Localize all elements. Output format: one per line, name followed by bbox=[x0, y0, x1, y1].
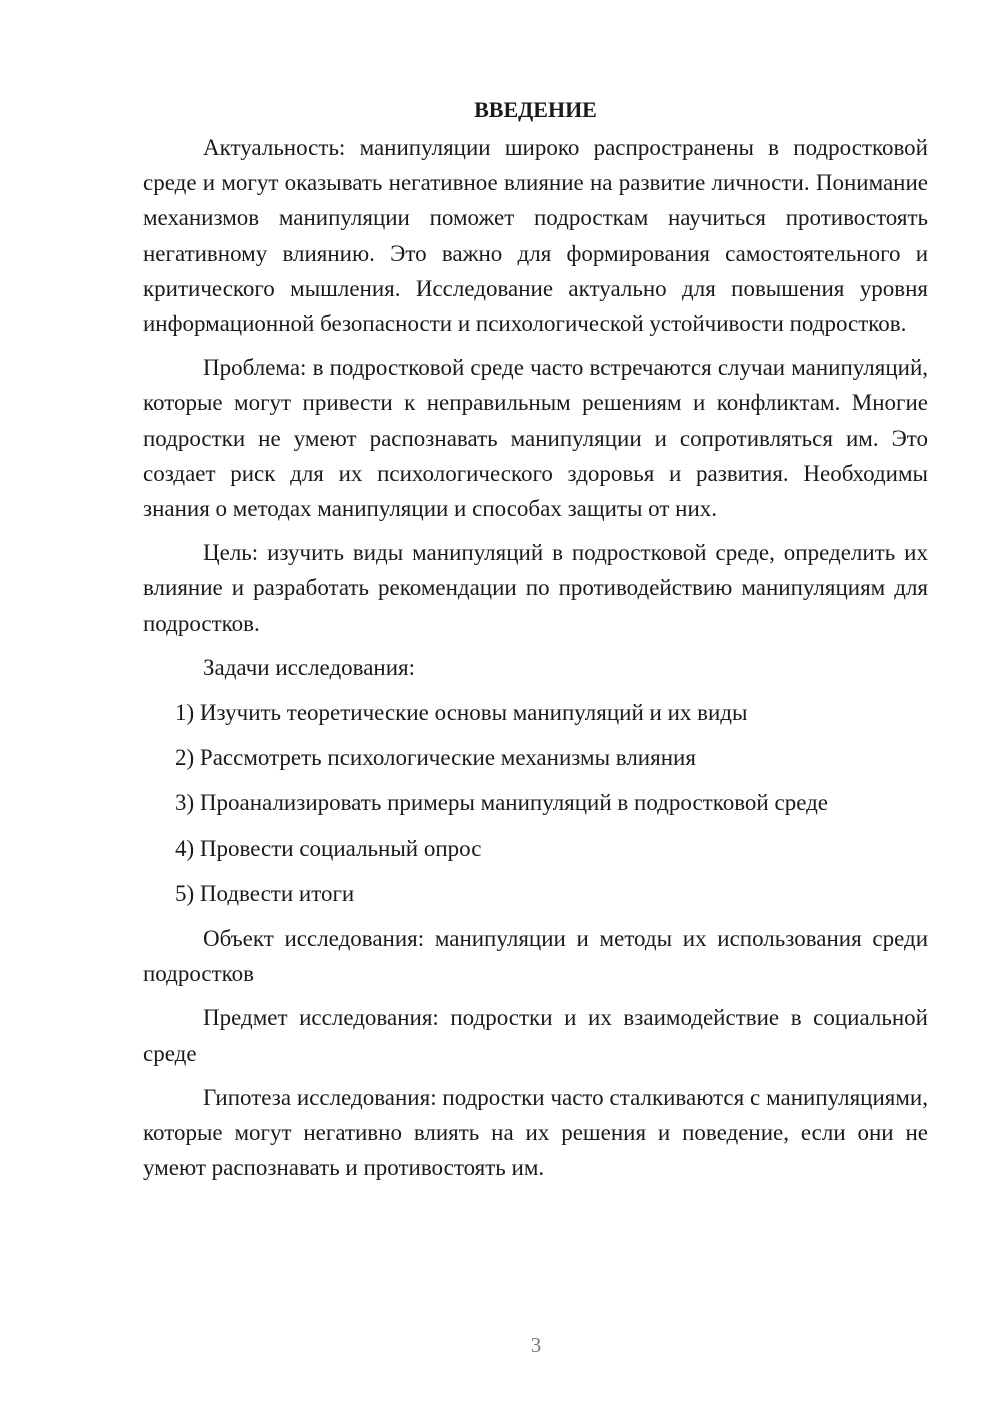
research-object-paragraph: Объект исследования: манипуляции и методы их использования среди подростков bbox=[143, 926, 928, 987]
research-hypothesis-paragraph: Гипотеза исследования: подростки часто сталкиваются с манипуляциями, которые могут негативно влиять на их решения и поведение, если они не умеют распознавать и противостоять им. bbox=[143, 1084, 928, 1181]
page-title: ВВЕДЕНИЕ bbox=[474, 97, 597, 122]
research-subject-paragraph: Предмет исследования: подростки и их взаимодействие в социальной среде bbox=[143, 1005, 928, 1066]
tasks-heading: Задачи исследования: bbox=[203, 654, 416, 680]
problem-paragraph: Проблема: в подростковой среде часто встречаются случаи манипуляций, которые могут привести к неправильным решениям и конфликтам. Многие подростки не умеют распознавать манипуляции и сопротивляться им. Это создает риск для их психологического здоровья и развития. Необходимы знания о методах манипуляции и способах защиты от них. bbox=[143, 355, 928, 522]
task-item: 1) Изучить теоретические основы манипуляций и их виды bbox=[175, 700, 748, 726]
task-item: 3) Проанализировать примеры манипуляций в подростковой среде bbox=[175, 790, 829, 816]
task-item: 4) Провести социальный опрос bbox=[175, 835, 482, 861]
tasks-list bbox=[143, 695, 928, 911]
page-content bbox=[143, 92, 928, 1194]
task-item: 5) Подвести итоги bbox=[175, 880, 355, 906]
page-number: 3 bbox=[530, 1333, 542, 1357]
relevance-paragraph: Актуальность: манипуляции широко распространены в подростковой среде и могут оказывать негативное влияние на развитие личности. Понимание механизмов манипуляции поможет подросткам научиться противостоять негативному влиянию. Это важно для формирования самостоятельного и критического мышления. Исследование актуально для повышения уровня информационной безопасности и психологической устойчивости подростков. bbox=[143, 135, 928, 337]
goal-paragraph: Цель: изучить виды манипуляций в подростковой среде, определить их влияние и разработать рекомендации по противодействию манипуляциям для подростков. bbox=[143, 540, 928, 636]
task-item: 2) Рассмотреть психологические механизмы влияния bbox=[175, 745, 696, 771]
